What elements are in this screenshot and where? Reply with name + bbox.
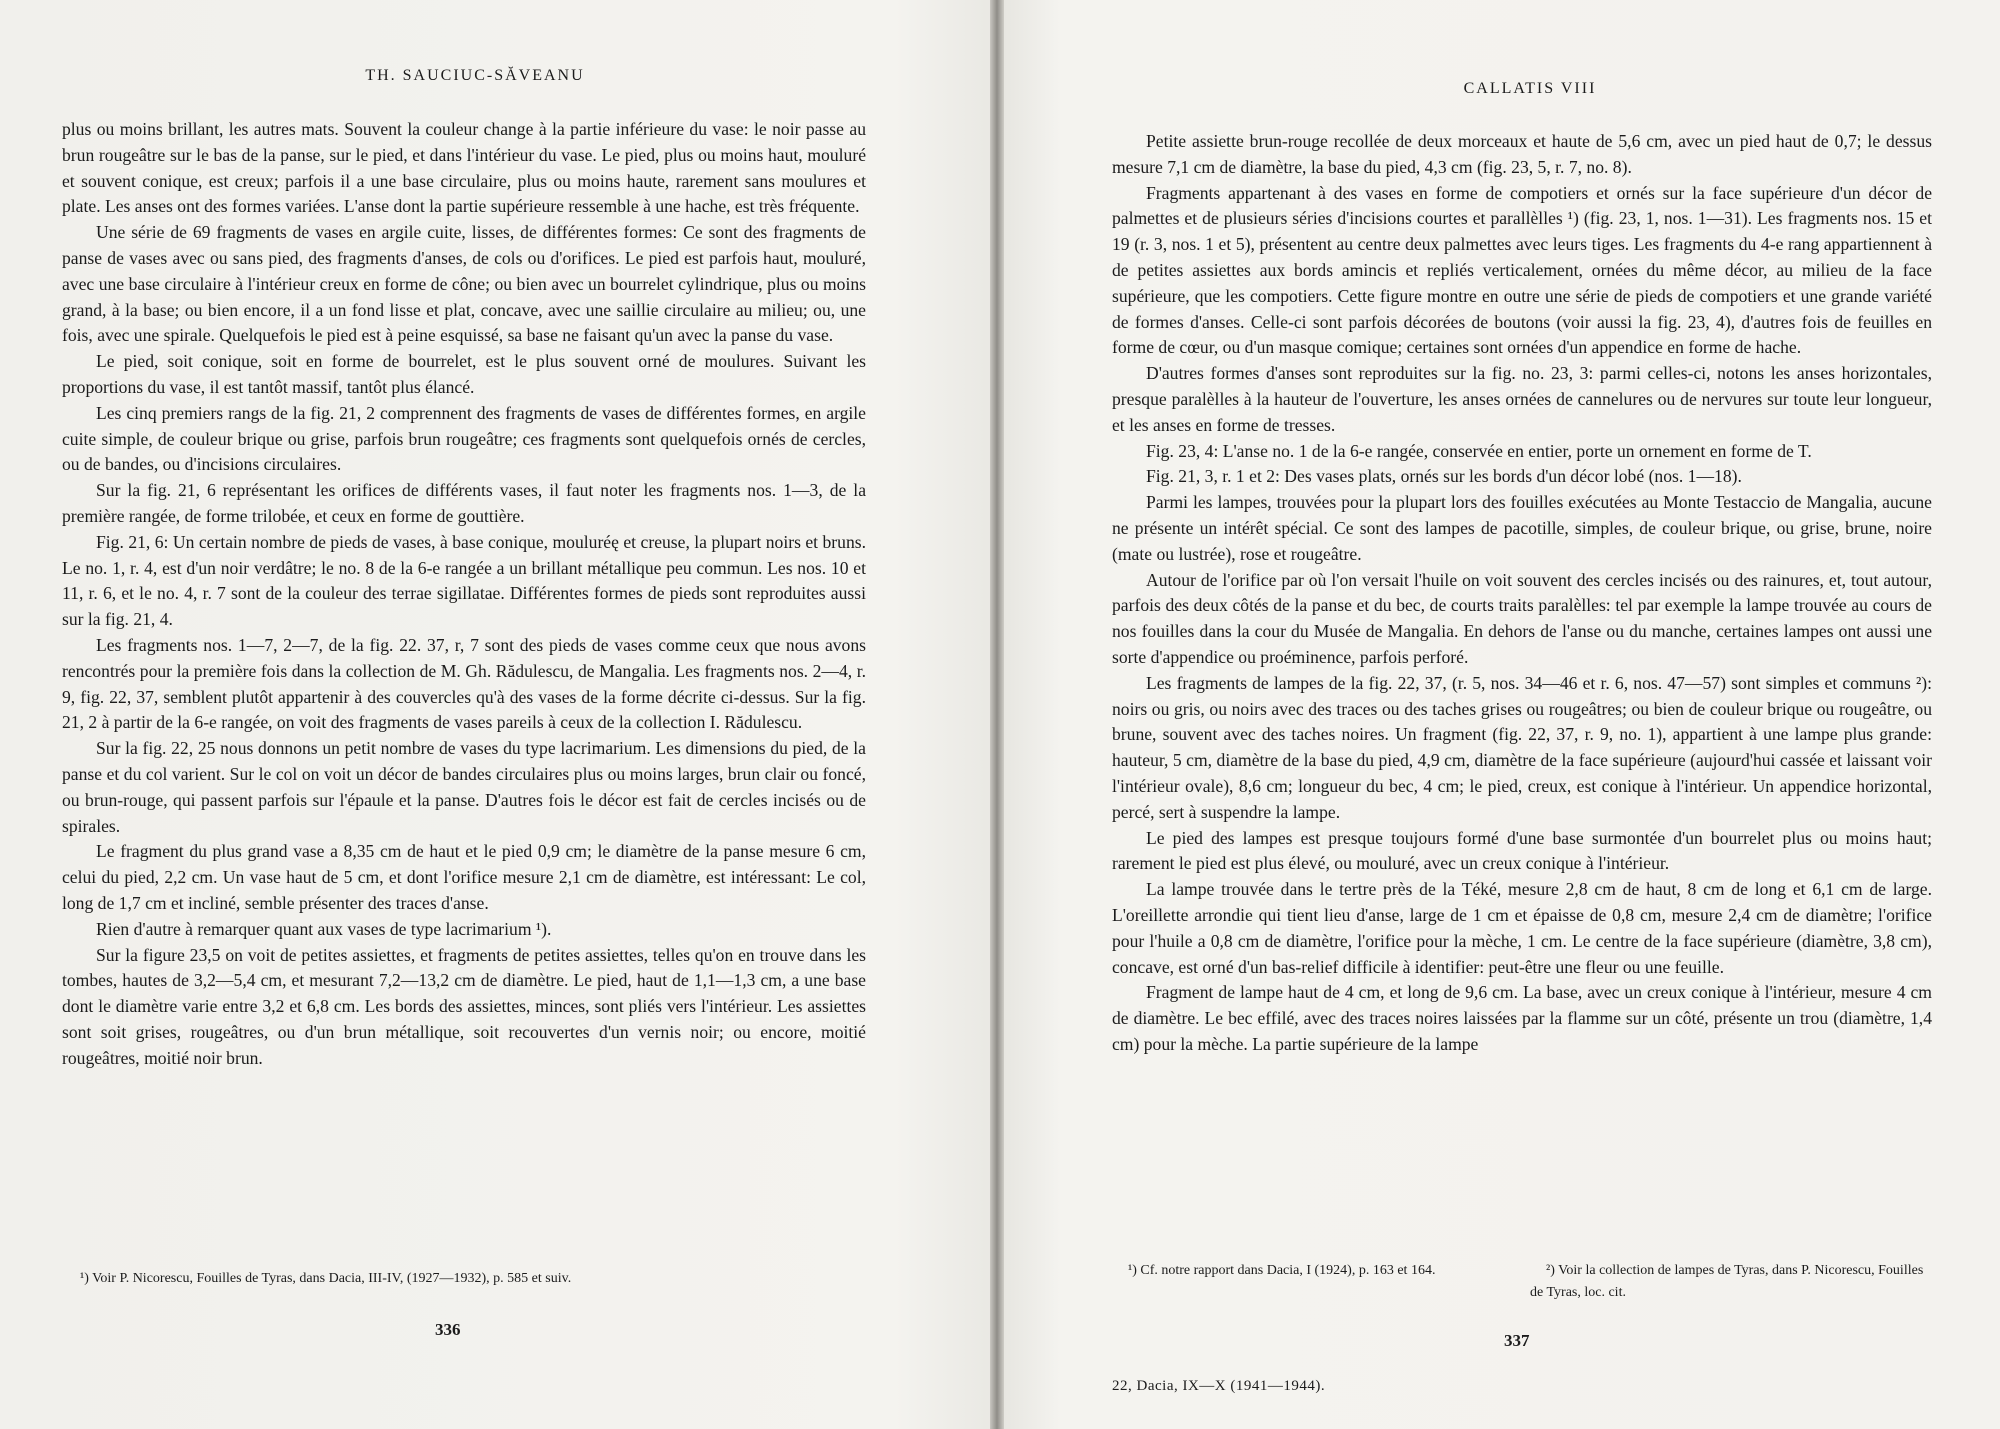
page-number: 336 (435, 1320, 461, 1339)
footnote: ¹) Voir P. Nicorescu, Fouilles de Tyras, dans Dacia, III-IV, (1927—1932), p. 585 et suiv. (80, 1271, 572, 1286)
paragraph: Sur la fig. 22, 25 nous donnons un petit nombre de vases du type lacrimarium. Les dimensions du pied, de la panse et du col varient. Sur le col on voit un décor de bandes circulaires plus ou moins larges, brun clair ou foncé, ou brun-rouge, qui passent parfois sur l'épaule et la panse. D'autres fois le décor est fait de cercles incisés ou de spirales. (62, 738, 866, 836)
paragraph: Fig. 21, 3, r. 1 et 2: Des vases plats, ornés sur les bords d'un décor lobé (nos. 1—18). (1146, 466, 1742, 487)
paragraph: La lampe trouvée dans le tertre près de la Téké, mesure 2,8 cm de haut, 8 cm de long et 6,1 cm de large. L'oreillette arrondie qui tient lieu d'anse, large de 1 cm et épaisse de 0,8 cm, mesure 2,4 cm de diamètre; l'orifice pour l'huile a 0,8 cm de diamètre, l'orifice pour la mèche, 1 cm. Le centre de la face supérieure (diamètre, 3,8 cm), concave, est orné d'un bas-relief difficile à identifier: peut-être une fleur ou une feuille. (1112, 879, 1932, 977)
book-gutter (990, 0, 1004, 1429)
paragraph: Les fragments de lampes de la fig. 22, 37, (r. 5, nos. 34—46 et r. 6, nos. 47—57) sont simples et communs ²): noirs ou gris, ou noirs avec des traces ou des taches grises ou rougeâtres; ou bien de couleur brique ou rougeâtre, ou brune, souvent avec des taches noires. Un fragment (fig. 22, 37, r. 9, no. 1), appartient à une lampe plus grande: hauteur, 5 cm, diamètre de la base du pied, 4,9 cm, diamètre de la face supérieure (aujourd'hui cassée et laissant voir l'intérieur ovale), 8,6 cm; longueur du bec, 4 cm; le pied, creux, est conique à l'intérieur. Un appendice horizontal, percé, sert à suspendre la lampe. (1112, 672, 1932, 822)
paragraph: Fig. 23, 4: L'anse no. 1 de la 6-e rangée, conservée en entier, porte un ornement en forme de T. (1146, 440, 1812, 461)
paragraph: Les cinq premiers rangs de la fig. 21, 2 comprennent des fragments de vases de différentes formes, en argile cuite simple, de couleur brique ou grise, parfois brun rougeâtre; ces fragments sont quelquefois ornés de cercles, ou de bandes, ou d'incisions circulaires. (62, 402, 866, 475)
running-head: TH. SAUCIUC-SĂVEANU (365, 67, 585, 84)
paragraph: Petite assiette brun-rouge recollée de deux morceaux et haute de 5,6 cm, avec un pied haut de 0,7; le dessus mesure 7,1 cm de diamètre, la base du pied, 4,3 cm (fig. 23, 5, r. 7, no. 8). (1112, 131, 1932, 177)
paragraph: Le pied, soit conique, soit en forme de bourrelet, est le plus souvent orné de moulures. Suivant les proportions du vase, il est tantôt massif, tantôt plus élancé. (62, 351, 866, 397)
page-number: 337 (1504, 1331, 1530, 1350)
paragraph: Une série de 69 fragments de vases en argile cuite, lisses, de différentes formes: Ce sont des fragments de panse de vases avec ou sans pied, des fragments d'anses, de cols ou d'orifices. Le pied est parfois haut, mouluré, avec une base circulaire à l'intérieur creux en forme de cône; ou bien avec un bourrelet cylindrique, plus ou moins grand, à la base; ou bien encore, il a un fond lisse et plat, concave, avec une saillie circulaire au milieu; ou, une fois, avec une spirale. Quelquefois le pied est à peine esquissé, sa base ne faisant qu'un avec la panse du vase. (62, 222, 866, 346)
paragraph: Fragment de lampe haut de 4 cm, et long de 9,6 cm. La base, avec un creux conique à l'intérieur, mesure 4 cm de diamètre. Le bec effilé, avec des traces noires laissées par la flamme sur un côté, présente un trou (diamètre, 1,4 cm) pour la mèche. La partie supérieure de la lampe (1112, 982, 1932, 1054)
paragraph: plus ou moins brillant, les autres mats. Souvent la couleur change à la partie inférieure du vase: le noir passe au brun rougeâtre sur le bas de la panse, sur le pied, et dans l'intérieur du vase. Le pied, plus ou moins haut, mouluré et souvent conique, est creux; parfois il a une base circulaire, plus ou moins haute, rarement sans moulures et plate. Les anses ont des formes variées. L'anse dont la partie supérieure ressemble à une hache, est très fréquente. (62, 119, 866, 217)
paragraph: Parmi les lampes, trouvées pour la plupart lors des fouilles exécutées au Monte Testaccio de Mangalia, aucune ne présente un intérêt spécial. Ce sont des lampes de pacotille, simples, de couleur brique, ou grise, brune, noire (mate ou lustrée), rose et rougeâtre. (1112, 492, 1932, 564)
paragraph: Sur la figure 23,5 on voit de petites assiettes, et fragments de petites assiettes, telles qu'on en trouve dans les tombes, hautes de 3,2—5,4 cm, et mesurant 7,2—13,2 cm de diamètre. Le pied, haut de 1,1—1,3 cm, a une base dont le diamètre varie entre 3,2 et 6,8 cm. Les bords des assiettes, minces, sont pliés vers l'intérieur. Les assiettes sont soit grises, rougeâtres, ou d'un brun métallique, soit recouvertes d'un vernis noir; ou encore, moitié rougeâtres, moitié noir brun. (62, 944, 866, 1068)
left-page (0, 0, 995, 1429)
paragraph: Le fragment du plus grand vase a 8,35 cm de haut et le pied 0,9 cm; le diamètre de la panse mesure 6 cm, celui du pied, 2,2 cm. Un vase haut de 5 cm, et dont l'orifice mesure 2,1 cm de diamètre, est intéressant: Le col, long de 1,7 cm et incliné, semble présenter des traces d'anse. (62, 841, 866, 913)
paragraph: Fig. 21, 6: Un certain nombre de pieds de vases, à base conique, mouluréę et creuse, la plupart noirs et bruns. Le no. 1, r. 4, est d'un noir verdâtre; le no. 8 de la 6-e rangée a un brillant métallique peu commun. Les nos. 10 et 11, r. 6, et le no. 4, r. 7 sont de la couleur des terrae sigillatae. Différentes formes de pieds sont reproduites aussi sur la fig. 21, 4. (62, 531, 866, 630)
running-head: CALLATIS VIII (1463, 80, 1597, 97)
paragraph: Sur la fig. 21, 6 représentant les orifices de différents vases, il faut noter les fragments nos. 1—3, de la première rangée, de forme trilobée, et ceux en forme de gouttière. (62, 480, 866, 526)
body-text (62, 117, 866, 1071)
paragraph: Fragments appartenant à des vases en forme de compotiers et ornés sur la face supérieure d'un décor de palmettes et de plusieurs séries d'incisions courtes et parallèlles ¹) (fig. 23, 1, nos. 1—31). Les fragments nos. 15 et 19 (r. 3, nos. 1 et 5), présentent au centre deux palmettes avec leurs tiges. Les fragments du 4-e rang appartiennent à de petites assiettes aux bords amincis et repliés verticalement, ornées du même décor, au milieu de la face supérieure, que les compotiers. Cette figure montre en outre une série de pieds de compotiers et une grande variété de formes d'anses. Celle-ci sont parfois décorées de boutons (voir aussi la fig. 23, 4), d'autres fois de feuilles en forme de cœur, ou d'un masque comique; certaines sont ornées d'un appendice en forme de hache. (1112, 182, 1932, 358)
footnote: ²) Voir la collection de lampes de Tyras, dans P. Nicorescu, Fouilles de Tyras, loc. cit. (1530, 1263, 1924, 1300)
footnote: ¹) Cf. notre rapport dans Dacia, I (1924), p. 163 et 164. (1128, 1263, 1436, 1278)
paragraph: Rien d'autre à remarquer quant aux vases de type lacrimarium ¹). (96, 918, 552, 939)
right-page (1000, 0, 2000, 1429)
paragraph: Autour de l'orifice par où l'on versait l'huile on voit souvent des cercles incisés ou des rainures, et, tout autour, parfois des deux côtés de la panse et du bec, de courts traits paralèlles: tel par exemple la lampe trouvée au cours de nos fouilles dans la cour du Musée de Mangalia. En dehors de l'anse ou du manche, certaines lampes ont aussi une sorte d'appendice ou proéminence, parfois perforé. (1112, 569, 1932, 667)
printer-signature: 22, Dacia, IX—X (1941—1944). (1112, 1378, 1326, 1394)
body-text (1112, 129, 1932, 1058)
paragraph: Les fragments nos. 1—7, 2—7, de la fig. 22. 37, r, 7 sont des pieds de vases comme ceux que nous avons rencontrés pour la première fois dans la collection de M. Gh. Rădulescu, de Mangalia. Les fragments nos. 2—4, r. 9, fig. 22, 37, semblent plutôt appartenir à des couvercles qu'à des vases de la forme décrite ci-dessus. Sur la fig. 21, 2 à partir de la 6-e rangée, on voit des fragments de vases pareils à ceux de la collection I. Rădulescu. (62, 634, 866, 733)
paragraph: D'autres formes d'anses sont reproduites sur la fig. no. 23, 3: parmi celles-ci, notons les anses horizontales, presque paralèlles à la hauteur de l'ouverture, les anses ornées de cannelures ou de nervures sur toute leur longueur, et les anses en forme de tresses. (1112, 363, 1932, 435)
paragraph: Le pied des lampes est presque toujours formé d'une base surmontée d'un bourrelet plus ou moins haut; rarement le pied est plus élevé, ou mouluré, avec un creux conique à l'intérieur. (1112, 827, 1932, 874)
